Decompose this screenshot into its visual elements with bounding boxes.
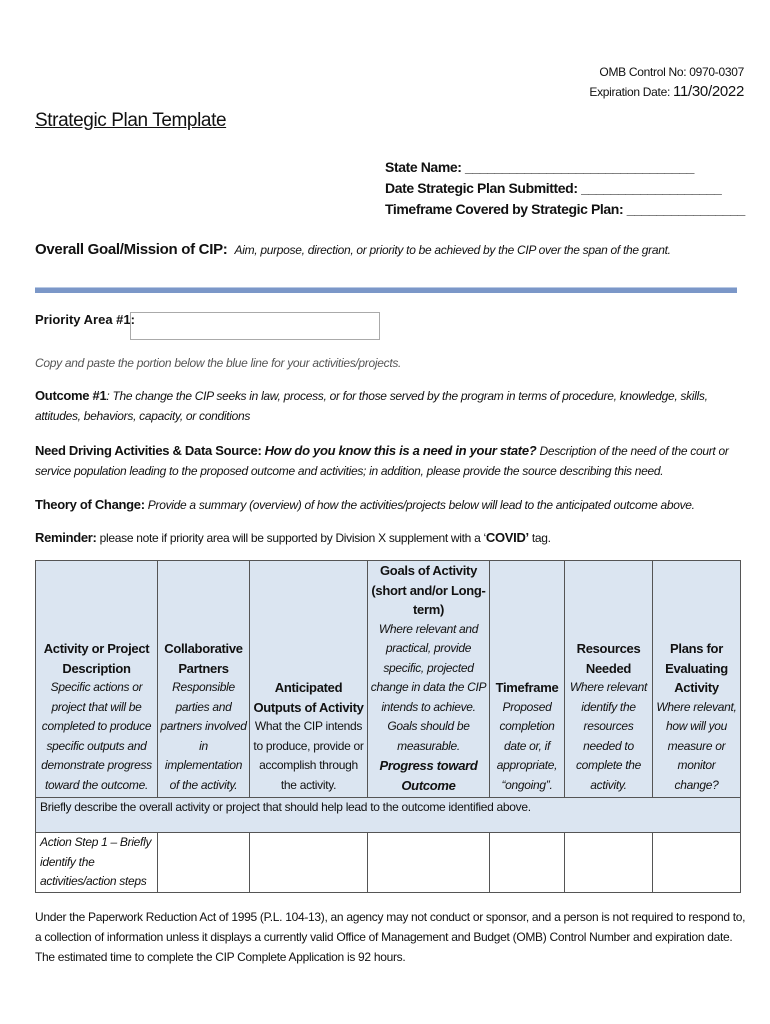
strategic-plan-table (35, 560, 741, 893)
need-question: How do you know this is a need in your state? (264, 443, 537, 458)
table-cell[interactable] (653, 833, 741, 893)
theory-paragraph (35, 495, 747, 515)
table-cell[interactable] (250, 833, 368, 893)
expiration-date: 11/30/2022 (673, 83, 744, 100)
blue-divider (35, 287, 737, 293)
brief-description-row (36, 798, 741, 833)
reminder-paragraph (35, 528, 747, 548)
reminder-text: please note if priority area will be supported by Division X supplement with a ‘ (99, 531, 486, 545)
copy-note: Copy and paste the portion below the blue line for your activities/projects. (35, 356, 402, 370)
table-cell[interactable] (368, 833, 490, 893)
priority-label: Priority Area #1: (35, 312, 135, 327)
table-cell[interactable] (490, 833, 565, 893)
col-collaborative-partners: Collaborative Partners Responsible parties and partners involved in implementation of the activity. (158, 561, 250, 798)
col-timeframe: Timeframe Proposed completion date or, if appropriate, “ongoing”. (490, 561, 565, 798)
col-goals-of-activity: Goals of Activity (short and/or Long-term) Where relevant and practical, provide specific, projected change in data the CIP intends to achieve. Goals should be measurable. Progress toward Outcome (368, 561, 490, 798)
theory-text: Provide a summary (overview) of how the activities/projects below will lead to the anticipated outcome above. (147, 498, 695, 512)
reminder-label: Reminder: (35, 530, 97, 545)
state-fields (385, 157, 745, 220)
col-resources-needed: Resources Needed Where relevant identify the resources needed to complete the activity. (565, 561, 653, 798)
need-text: Description of the need of the court or service population leading to the proposed outcome and activities; in addition, please provide the source describing this need. (35, 444, 729, 478)
expiration-line (589, 82, 744, 102)
outcome-paragraph (35, 386, 747, 426)
need-label: Need Driving Activities & Data Source: (35, 443, 262, 458)
date-submitted-field[interactable]: Date Strategic Plan Submitted: ___________________ (385, 180, 722, 196)
col-anticipated-outputs: Anticipated Outputs of Activity What the CIP intends to produce, provide or accomplish through the activity. (250, 561, 368, 798)
outcome-text: : The change the CIP seeks in law, process, or for those served by the program in terms of procedure, knowledge, skills, attitudes, behaviors, capacity, or conditions (35, 389, 708, 423)
table-cell[interactable] (565, 833, 653, 893)
table-header-row (36, 561, 741, 798)
paperwork-reduction-notice: Under the Paperwork Reduction Act of 1995 (P.L. 104-13), an agency may not conduct or sponsor, and a person is not required to respond to, a collection of information unless it displays a currently valid Office of Management and Budget (OMB) Control Number and expiration date. The estimated time to complete the CIP Complete Application is 92 hours. (35, 910, 746, 964)
table-row (36, 833, 741, 893)
omb-control-number: OMB Control No: 0970-0307 (599, 65, 744, 79)
outcome-label: Outcome #1 (35, 388, 107, 403)
state-name-field[interactable]: State Name: _______________________________ (385, 159, 694, 175)
action-step-cell[interactable]: Action Step 1 – Briefly identify the activities/action steps (36, 833, 158, 893)
expiration-label: Expiration Date: (589, 85, 674, 99)
goal-label: Overall Goal/Mission of CIP: (35, 241, 228, 258)
brief-description-cell[interactable]: Briefly describe the overall activity or project that should help lead to the outcome identified above. (36, 798, 741, 833)
col-evaluation-plans: Plans for Evaluating Activity Where relevant, how will you measure or monitor change? (653, 561, 741, 798)
goal-description: Aim, purpose, direction, or priority to be achieved by the CIP over the span of the grant. (234, 243, 671, 257)
goal-section (35, 241, 745, 258)
table-cell[interactable] (158, 833, 250, 893)
priority-input[interactable] (130, 312, 380, 340)
reminder-text-end: tag. (528, 531, 551, 545)
theory-label: Theory of Change: (35, 497, 145, 512)
covid-tag: COVID’ (485, 530, 529, 545)
col-activity-description: Activity or Project Description Specific actions or project that will be completed to produce specific outputs and demonstrate progress toward the outcome. (36, 561, 158, 798)
omb-info (589, 62, 744, 102)
timeframe-field[interactable]: Timeframe Covered by Strategic Plan: ________________ (385, 201, 745, 217)
need-paragraph (35, 441, 747, 481)
page-title: Strategic Plan Template (35, 110, 227, 131)
